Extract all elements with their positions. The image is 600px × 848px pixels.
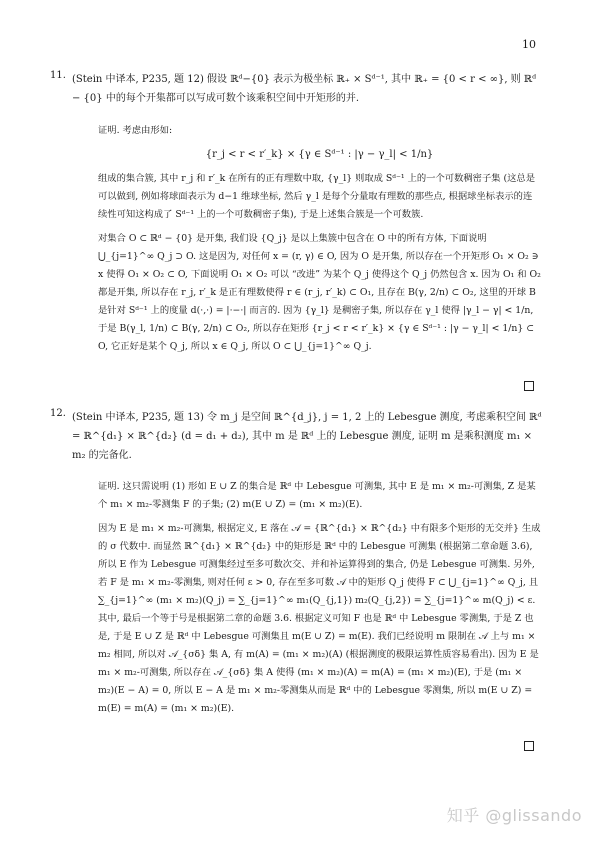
watermark: 知乎 @glissando bbox=[446, 806, 582, 825]
problem-11-proof bbox=[98, 122, 541, 356]
problem-12-number: 12. bbox=[50, 408, 66, 419]
problem-11-number: 11. bbox=[50, 70, 66, 81]
qed-symbol-11 bbox=[524, 381, 534, 391]
problem-12-statement-block bbox=[50, 408, 542, 465]
problem-12-proof-intro: 证明. 这只需说明 (1) 形如 E ∪ Z 的集合是 ℝᵈ 中 Lebesgue 可测集, 其中 E 是 m₁ × m₂-可测集, Z 是某个 m₁ × m₂-零测集 F 的子集; (2) m(E ∪ Z) = (m₁ × m₂)(E). bbox=[98, 481, 536, 510]
problem-11-statement: (Stein 中译本, P235, 题 12) 假设 ℝᵈ−{0} 表示为极坐标 ℝ₊ × Sᵈ⁻¹, 其中 ℝ₊ = {0 < r < ∞}, 则 ℝᵈ − {0} 中的每个开集都可以写成可数个该乘积空间中开矩形的并. bbox=[72, 74, 537, 104]
problem-11-formula: {r_j < r < r′_k} × {γ ∈ Sᵈ⁻¹ : |γ − γ_l| < 1/n} bbox=[205, 149, 434, 160]
qed-symbol-12 bbox=[524, 741, 534, 751]
problem-12-paragraph-1: 因为 E 是 m₁ × m₂-可测集, 根据定义, E 落在 𝒜 = {ℝ^{d₁} × ℝ^{d₂} 中有限多个矩形的无交并} 生成的 σ 代数中. 而显然 ℝ^{d₁} × ℝ^{d₂} 中的矩形是 ℝᵈ 中的 Lebesgue 可测集 (根据第二章命题 3.6), 所以 E 作为 Lebesgue 可测集经过至多可数次交、并和补运算得到的集合, 仍是 Lebesgue 可测集. 另外, 若 F 是 m₁ × m₂-零测集, 则对任何 ε > 0, 存在至多可数 𝒜 中的矩形 Q_j 使得 F ⊂ ⋃_{j=1}^∞ Q_j, 且 ∑_{j=1}^∞ (m₁ × m₂)(Q_j) = ∑_{j=1}^∞ m₁(Q_{j,1}) m₂(Q_{j,2}) = ∑_{j=1}^∞ m(Q_j) < ε. 其中, 最后一个等于号是根据第二章的命题 3.6. 根据定义可知 F 也是 ℝᵈ 中 Lebesgue 零测集, 于是 Z 也是, 于是 E ∪ Z 是 ℝᵈ 中 Lebesgue 可测集且 m(E ∪ Z) = m(E). 我们已经说明 m 限制在 𝒜 上与 m₁ × m₂ 相同, 所以对 𝒜_{σδ} 集 A, 有 m(A) = (m₁ × m₂)(A) (根据测度的极限运算性质容易看出). 因为 E 是 m₁ × m₂-可测集, 所以存在 𝒜_{σδ} 集 A 使得 (m₁ × m₂)(A) = m(A) = (m₁ × m₂)(E), 于是 (m₁ × m₂)(E − A) = 0, 所以 E − A 是 m₁ × m₂-零测集从而是 ℝᵈ 中的 Lebesgue 零测集, 所以 m(E ∪ Z) = m(E) = m(A) = (m₁ × m₂)(E). bbox=[98, 523, 541, 714]
problem-11-paragraph-2: 对集合 O ⊂ ℝᵈ − {0} 是开集, 我们设 {Q_j} 是以上集簇中包含在 O 中的所有方体, 下面说明 ⋃_{j=1}^∞ Q_j ⊃ O. 这是因为, 对任何 x = (r, γ) ∈ O, 因为 O 是开集, 所以存在一个开矩形 O₁ × O₂ ∋ x 使得 O₁ × O₂ ⊂ O, 下面说明 O₁ × O₂ 可以 “改进” 为某个 Q_j 使得这个 Q_j 仍然包含 x. 因为 O₁ 和 O₂ 都是开集, 所以存在 r_j, r′_k 是正有理数使得 r ∈ (r_j, r′_k) ⊂ O₁, 且存在 B(γ, 2/n) ⊂ O₂, 这里的开球 B 是针对 Sᵈ⁻¹ 上的度量 d(·,·) = |·−·| 而言的. 因为 {γ_l} 是稠密子集, 所以存在 γ_l 使得 |γ_l − γ| < 1/n, 于是 B(γ_l, 1/n) ⊂ B(γ, 2/n) ⊂ O₂, 所以存在矩形 {r_j < r < r′_k} × {γ ∈ Sᵈ⁻¹ : |γ − γ_l| < 1/n} ⊂ O, 它正好是某个 Q_j, 所以 x ∈ Q_j, 所以 O ⊂ ⋃_{j=1}^∞ Q_j. bbox=[98, 233, 541, 352]
problem-12-statement: (Stein 中译本, P235, 题 13) 令 m_j 是空间 ℝ^{d_j}, j = 1, 2 上的 Lebesgue 测度, 考虑乘积空间 ℝᵈ = ℝ^{d₁} × ℝ^{d₂} (d = d₁ + d₂), 其中 m 是 ℝᵈ 上的 Lebesgue 测度, 证明 m 是乘积测度 m₁ × m₂ 的完备化. bbox=[72, 412, 542, 461]
problem-11-proof-intro: 证明. 考虑由形如: bbox=[98, 125, 173, 136]
problem-12-proof bbox=[98, 478, 541, 718]
problem-11-statement-block bbox=[50, 70, 542, 108]
problem-11-paragraph-1: 组成的集合簇, 其中 r_j 和 r′_k 在所有的正有理数中取, {γ_l} 则取成 Sᵈ⁻¹ 上的一个可数稠密子集 (这总是可以做到, 例如将球面表示为 d−1 维球坐标, 然后 γ_l 是每个分量取有理数的那些点, 根据球坐标表示的连续性可知这构成了 Sᵈ⁻¹ 上的一个可数稠密子集), 于是上述集合簇是一个可数簇. bbox=[98, 173, 536, 220]
page-number: 10 bbox=[522, 38, 536, 51]
